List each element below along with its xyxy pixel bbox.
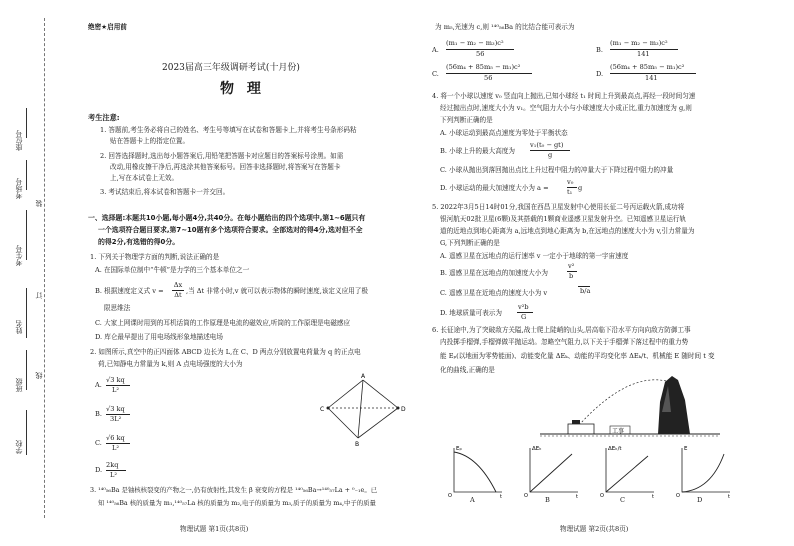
q2-option-num: √3 kq: [106, 376, 125, 384]
q2-stem: 2. 如图所示,真空中的正四面体 ABCD 边长为 L,在 C、D 两点分别放置电荷量为 q 的正点电: [90, 348, 361, 356]
q2-stem2: 荷,已知静电力常量为 k,则 A 点电场强度的大小为: [98, 360, 243, 368]
school-field-line: [26, 410, 27, 455]
graph-t-label: t: [652, 494, 654, 500]
q4-option-d: D. 小球运动的最大加速度大小为 a =: [440, 184, 549, 192]
q5-option-b: B. 遥感卫星在远地点的加速度大小为: [440, 269, 548, 277]
q4-stem: 4. 将一个小球以速度 v₀ 竖直向上抛出,已知小球经 t₁ 时间上升到最高点,再经一段时间匀速: [432, 92, 696, 100]
section1-line: 的得2分,有选错的得0分。: [98, 238, 180, 246]
q3b-option-num: (56m₄ + 85m₅ − m₁)c²: [610, 63, 685, 71]
graph-letter-d: D: [697, 496, 703, 504]
q4-b-den: g: [548, 151, 553, 159]
binding-label-seat: 座位号: [15, 130, 23, 151]
graph-origin-label: O: [448, 493, 452, 499]
cut-mark-ding: 订: [35, 292, 43, 299]
q6-line: 化的曲线,正确的是: [440, 366, 495, 374]
notice-title: 考生注意:: [88, 113, 120, 122]
q5-option-c: C. 遥感卫星在近地点的速度大小为 v: [440, 289, 548, 297]
q2-option-den: L²: [112, 444, 120, 452]
notice-line: 改动,用橡皮擦干净后,再选涂其他答案标号。回答非选择题时,将答案写在答题卡: [110, 163, 341, 171]
graph-origin-label: O: [524, 493, 528, 499]
notice-line: 贴在答题卡上的指定位置。: [110, 137, 190, 145]
room-field-line: [26, 160, 27, 190]
q1-option-a: A. 在国际单位制中“牛顿”是力学的三个基本单位之一: [95, 266, 250, 274]
q3b-option-den: 56: [484, 74, 493, 82]
q6-line: 能 Eₚ(以地面为零势能面)、动能变化量 ΔEₖ、动能的平均变化率 ΔEₖ/t、机械能 E 随时间 t 变: [440, 352, 715, 360]
q4-d-g: g: [578, 184, 583, 192]
graph-axes: [454, 448, 502, 492]
q3b-option-den: 141: [645, 74, 658, 82]
graph-y-label: ΔEₖ: [532, 446, 542, 452]
seat-field-line: [26, 108, 27, 138]
q5-line: 银河航天02批卫星(6颗)及其搭载的1颗商业遥感卫星发射升空。已知遥感卫星运行轨: [440, 215, 687, 223]
exam-title: 2023届高三年级调研考试(十月份): [162, 63, 300, 73]
notice-line: 1. 答题前,考生务必将自己的姓名、考生号等填写在试卷和答题卡上,并将考生号条形码粘: [100, 126, 357, 134]
graph-letter-b: B: [545, 496, 550, 504]
q3b-option-num: (m₁ − m₂ − m₃)c²: [610, 39, 668, 47]
q5-b-den: b: [569, 272, 574, 280]
graph-curve: [530, 454, 572, 492]
q1-option-b-text2: ,当 Δt 非常小时,v 就可以表示物体的瞬时速度,该定义应用了极: [186, 287, 368, 295]
class-field-line: [26, 350, 27, 390]
graph-t-label: t: [728, 494, 730, 500]
q4-option-a: A. 小球运动到最高点速度为零处于平衡状态: [440, 129, 568, 137]
graph-axes: [682, 448, 730, 492]
q6-graphs: [440, 440, 740, 502]
graph-y-label: ΔEₖ/t: [608, 446, 622, 452]
section1-line: 一、选择题:本题共10小题,每小题4分,共40分。在每小题给出的四个选项中,第1~6题只有: [88, 214, 366, 222]
q1-fraction-num: Δx: [173, 281, 183, 289]
q2-option-num: 2kq: [106, 461, 119, 469]
q6-line: 6. 长征途中,为了突破敌方关隘,战士爬上陡峭的山头,居高临下沿水平方向向敌方防御工事: [432, 326, 691, 334]
vertex-label-d: D: [401, 406, 406, 413]
binding-label-room: 考场号: [15, 178, 23, 199]
q3b-option-den: 56: [476, 50, 485, 58]
q3b-option-num: (m₁ − m₂ − m₃)c²: [446, 39, 504, 47]
graph-d: [676, 446, 730, 500]
q5-line: 5. 2022年3月5日14时01分,我国在西昌卫星发射中心使用长征二号丙运载火箭,成功将: [432, 203, 685, 211]
binding-label-id: 考生号: [15, 245, 23, 266]
graph-b: [524, 446, 578, 500]
tetrahedron-figure: [318, 372, 408, 448]
graph-y-label: Eₚ: [456, 446, 462, 452]
secret-mark: 绝密★启用前: [88, 23, 127, 31]
q5-option-a: A. 遥感卫星在远地点的运行速率 v 一定小于地球的第一宇宙速度: [440, 252, 629, 260]
q1-stem: 1. 下列关于物理学方面的判断,说法正确的是: [90, 253, 220, 261]
section1-line: 一个选项符合题目要求,第7~10题有多个选项符合要求。全部选对的得4分,选对但不全: [98, 226, 363, 234]
q2-option-num: √3 kq: [106, 405, 125, 413]
name-field-line: [26, 288, 27, 338]
q2-option-label: D.: [95, 466, 103, 474]
q4-b-num: v₁(t₀ − gt): [530, 141, 564, 149]
notice-line: 上,写在本试卷上无效。: [110, 174, 179, 182]
vertex-label-a: A: [361, 373, 366, 380]
q4-stem3: 下列判断正确的是: [440, 116, 493, 124]
q5-d-num: v²b: [518, 303, 529, 311]
q3b-option-den: 141: [637, 50, 650, 58]
q3b-option-label: C.: [432, 70, 439, 78]
graph-c: [600, 446, 654, 500]
q3b-option-label: D.: [596, 70, 604, 78]
q2-option-num: √6 kq: [106, 434, 125, 442]
q1-fraction-den: Δt: [174, 291, 182, 299]
q1-option-b-text3: 限思维法: [104, 304, 131, 312]
graph-letter-a: A: [470, 496, 475, 504]
q2-option-label: A.: [95, 381, 102, 389]
q5-c-root: b/a: [580, 287, 591, 295]
binding-label-name: 姓名: [15, 320, 23, 334]
q3b-option-num: (56m₄ + 85m₅ − m₁)c²: [446, 63, 521, 71]
q3b-line: 为 m₅,光速为 c,则 ¹⁴⁰₅₆Ba 的比结合能可表示为: [435, 23, 575, 31]
q1-option-d: D. 库仑最早提出了用电场线形象地描述电场: [95, 333, 223, 341]
binding-label-class: 班级: [15, 378, 23, 392]
footer-right: 物理试题 第2页(共8页): [560, 525, 629, 533]
binding-label-school: 学校: [15, 440, 23, 454]
cut-mark-xian: 线: [35, 372, 43, 379]
cut-mark-zhuang: 装: [35, 200, 43, 207]
notice-line: 2. 回答选择题时,选出每小题答案后,用铅笔把答题卡对应题目的答案标号涂黑。如需: [100, 152, 344, 160]
q5-line: G,下列判断正确的是: [440, 239, 500, 247]
graph-a: [448, 446, 502, 500]
q4-option-c: C. 小球从抛出到落回抛出点比上升过程中阻力的冲量大于下降过程中阻力的冲量: [440, 166, 674, 174]
q2-option-den: L²: [112, 386, 120, 394]
q2-option-den: L²: [110, 471, 118, 479]
graph-y-label: E: [684, 446, 688, 452]
graph-curve: [606, 456, 648, 492]
graph-curve: [454, 452, 496, 492]
footer-left: 物理试题 第1页(共8页): [180, 525, 249, 533]
q3b-option-label: B.: [596, 46, 603, 54]
q4-option-b: B. 小球上升的最大高度为: [440, 147, 515, 155]
q4-d-num: v₀: [567, 178, 574, 186]
id-field-line: [26, 210, 27, 260]
q5-line: 道的近地点到地心距离为 a,远地点到地心距离为 b,在远地点的速度大小为 v,引力常量为: [440, 227, 695, 235]
q5-d-den: G: [521, 313, 527, 321]
q6-line: 内投掷手榴弹,手榴弹做平抛运动。忽略空气阻力,以下关于手榴弹下落过程中的重力势: [440, 338, 689, 346]
notice-line: 3. 考试结束后,将本试卷和答题卡一并交回。: [100, 188, 230, 196]
vertex-label-b: B: [355, 441, 360, 448]
binding-fold-line: [44, 18, 45, 518]
q2-option-label: C.: [95, 439, 102, 447]
graph-curve: [682, 454, 724, 492]
q3b-option-label: A.: [432, 46, 439, 54]
q3-line2: 知 ¹⁴⁰₅₆Ba 核的质量为 m₁,¹⁴⁰₅₇La 核的质量为 m₂,电子的质量为 m₃,质子的质量为 m₄,中子的质量: [98, 499, 376, 507]
q1-option-c: C. 大家上网课时用到的耳机话筒的工作原理是电流的磁效应,听筒的工作原理是电磁感应: [95, 319, 351, 327]
q4-stem2: 经过抛出点时,速度大小为 v₁。空气阻力大小与小球速度大小成正比,重力加速度为 g,则: [440, 104, 692, 112]
q4-d-den: t₁: [567, 188, 573, 196]
q2-option-label: B.: [95, 410, 102, 418]
graph-letter-c: C: [620, 496, 626, 504]
q3-line1: 3. ¹⁴⁰₅₆Ba 是铀核核裂变的产物之一,仍有放射性,其发生 β 衰变的方程是 ¹⁴⁰₅₆Ba→¹⁴⁰₅₇La + ⁰₋₁e。已: [90, 486, 378, 494]
subject-title: 物 理: [220, 81, 265, 97]
graph-origin-label: O: [676, 493, 680, 499]
q1-option-b-text: B. 根据速度定义式 v =: [95, 287, 164, 295]
graph-t-label: t: [500, 494, 502, 500]
graph-origin-label: O: [600, 493, 604, 499]
q5-b-num: v²: [568, 262, 575, 270]
graph-t-label: t: [576, 494, 578, 500]
q2-option-den: 3L²: [110, 415, 122, 423]
scene-label: 工事: [612, 428, 625, 435]
q5-option-d: D. 地球质量可表示为: [440, 309, 502, 317]
mountain-scene-figure: [540, 372, 720, 442]
vertex-label-c: C: [320, 406, 325, 413]
